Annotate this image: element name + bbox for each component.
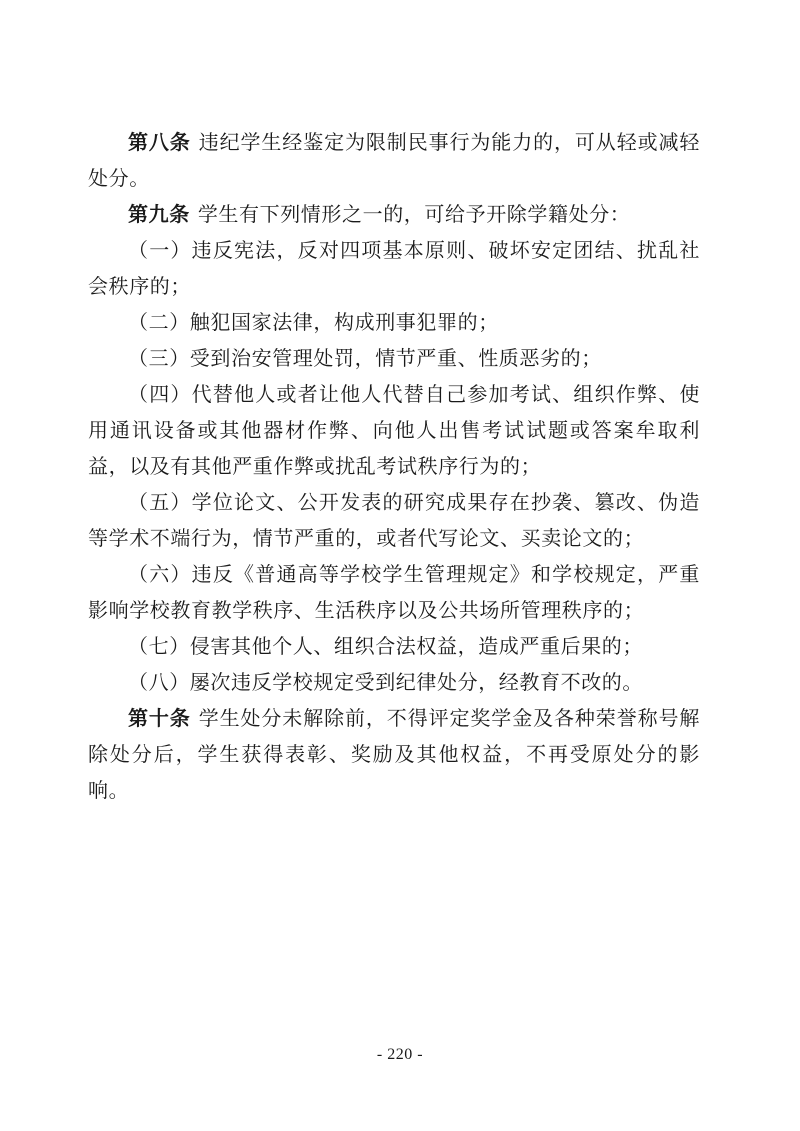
article-8-heading: 第八条 [128,130,191,154]
article-8 [88,124,700,196]
article-9-item-3: （三）受到治安管理处罚，情节严重、性质恶劣的； [128,346,602,370]
article-9-item-7: （七）侵害其他个人、组织合法权益，造成严重后果的； [128,634,643,658]
article-9-item-2: （二）触犯国家法律，构成刑事犯罪的； [128,310,499,334]
article-9-item-8: （八）屡次违反学校规定受到纪律处分，经教育不改的。 [128,670,643,694]
article-9-heading: 第九条 [128,202,190,226]
document-body [88,124,700,808]
article-9-item-5: （五）学位论文、公开发表的研究成果存在抄袭、篡改、伪造等学术不端行为，情节严重的，或者代写论文、买卖论文的； [88,490,700,550]
article-10-text: 学生处分未解除前，不得评定奖学金及各种荣誉称号解除处分后，学生获得表彰、奖励及其他权益，不再受原处分的影响。 [88,706,700,802]
page-number: - 220 - [376,1046,424,1063]
article-10 [88,700,700,808]
article-9-text: 学生有下列情形之一的，可给予开除学籍处分： [197,202,631,226]
article-10-heading: 第十条 [128,706,191,730]
article-9 [88,196,700,232]
article-8-text: 违纪学生经鉴定为限制民事行为能力的，可从轻或减轻处分。 [88,130,700,190]
article-9-item-6: （六）违反《普通高等学校学生管理规定》和学校规定，严重影响学校教育教学秩序、生活秩序以及公共场所管理秩序的； [88,562,700,622]
article-9-item-1: （一）违反宪法，反对四项基本原则、破坏安定团结、扰乱社会秩序的； [88,238,700,298]
article-9-item-4: （四）代替他人或者让他人代替自己参加考试、组织作弊、使用通讯设备或其他器材作弊、向他人出售考试试题或答案牟取利益，以及有其他严重作弊或扰乱考试秩序行为的； [88,382,700,478]
